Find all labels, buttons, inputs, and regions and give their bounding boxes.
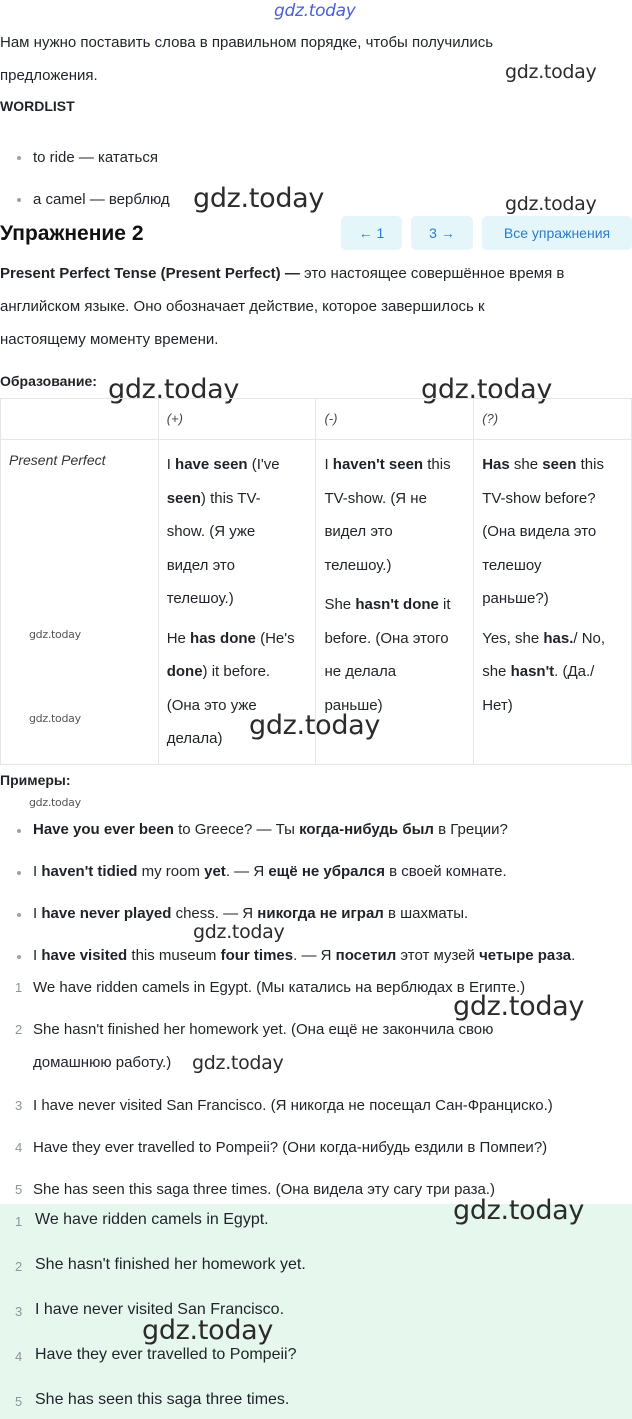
all-exercises-button[interactable]: Все упражнения bbox=[482, 216, 632, 250]
watermark: gdz.today bbox=[142, 1315, 274, 1346]
bullet bbox=[17, 156, 21, 160]
cell-text: done bbox=[166, 663, 203, 680]
cell-text: TV-show before? bbox=[482, 489, 596, 507]
answer-item: I have never visited San Francisco. bbox=[35, 1301, 285, 1318]
cell-text: видел это bbox=[324, 523, 393, 540]
cell-text: телешоу bbox=[482, 556, 542, 574]
watermark: gdz.today bbox=[193, 183, 325, 214]
cell-text: haven't seen bbox=[332, 456, 424, 473]
watermark: gdz.today bbox=[421, 374, 553, 405]
watermark: gdz.today bbox=[453, 991, 585, 1022]
example-item bbox=[33, 939, 575, 972]
prev-exercise-button[interactable]: ← 1 bbox=[341, 216, 402, 250]
cell-text: has. bbox=[543, 629, 574, 647]
examples-title: Примеры: bbox=[0, 772, 71, 788]
watermark-top: gdz.today bbox=[274, 1, 356, 21]
watermark: gdz.today bbox=[193, 921, 285, 943]
cell-text: it bbox=[438, 596, 451, 613]
cell-text: (Она видела это bbox=[482, 523, 597, 540]
table-header-cell: (-) bbox=[316, 399, 474, 440]
table-cell-question bbox=[474, 440, 632, 765]
cell-text: this bbox=[423, 456, 451, 473]
example-text: ещё не убрался bbox=[268, 863, 385, 880]
bullet bbox=[17, 913, 21, 917]
example-text: . — Я bbox=[225, 863, 269, 880]
theory-term: Present Perfect Tense (Present Perfect) — bbox=[0, 265, 300, 282]
answer-item: She has seen this saga three times. bbox=[35, 1391, 290, 1408]
cell-text: видел это bbox=[166, 556, 235, 574]
example-text: Have you ever been bbox=[33, 821, 174, 838]
wordlist-item: to ride — кататься bbox=[33, 149, 158, 166]
translation-item: She hasn't finished her homework yet. (Она ещё не закончила свою bbox=[33, 1021, 494, 1038]
translation-item: I have never visited San Francisco. (Я никогда не посещал Сан-Франциско.) bbox=[33, 1097, 553, 1114]
cell-text: (I've bbox=[247, 456, 280, 473]
cell-text: не делала bbox=[324, 663, 397, 680]
cell-text: делала) bbox=[166, 730, 223, 747]
cell-text: раньше) bbox=[324, 696, 383, 714]
example-text: четыре раза bbox=[479, 947, 572, 964]
formation-title: Образование: bbox=[0, 373, 97, 389]
cell-text: (Она это уже bbox=[166, 696, 257, 714]
cell-text: has done bbox=[190, 629, 256, 647]
cell-text: have seen bbox=[175, 456, 248, 473]
watermark: gdz.today bbox=[29, 628, 81, 641]
cell-text: I bbox=[324, 456, 333, 473]
list-number: 1 bbox=[15, 1214, 23, 1229]
intro-line-2: предложения. bbox=[0, 67, 98, 84]
cell-text: this bbox=[576, 456, 604, 473]
watermark: gdz.today bbox=[505, 61, 597, 83]
cell-text: hasn't bbox=[510, 663, 555, 680]
cell-text: show. (Я уже bbox=[166, 523, 256, 540]
bullet bbox=[17, 829, 21, 833]
cell-text: she bbox=[482, 663, 511, 680]
list-number: 5 bbox=[15, 1394, 23, 1409]
example-text: когда-нибудь был bbox=[299, 821, 434, 838]
example-text: chess. — Я bbox=[171, 905, 258, 922]
theory-line-3: настоящему моменту времени. bbox=[0, 331, 219, 348]
cell-text: Yes, she bbox=[482, 629, 544, 647]
watermark: gdz.today bbox=[29, 796, 81, 809]
cell-text: He bbox=[166, 629, 191, 647]
watermark: gdz.today bbox=[192, 1052, 284, 1074]
bullet bbox=[17, 198, 21, 202]
cell-text: телешоу.) bbox=[324, 556, 392, 574]
example-text: haven't tidied bbox=[41, 863, 138, 880]
watermark: gdz.today bbox=[108, 374, 240, 405]
list-number: 5 bbox=[15, 1182, 23, 1197]
cell-text: before. (Она этого bbox=[324, 629, 449, 647]
cell-text: / No, bbox=[573, 629, 606, 647]
list-number: 4 bbox=[15, 1140, 23, 1155]
cell-text: телешоу.) bbox=[166, 590, 234, 607]
example-text: никогда не играл bbox=[257, 905, 384, 922]
cell-text: ) it before. bbox=[202, 663, 271, 680]
list-number: 2 bbox=[15, 1022, 23, 1037]
watermark: gdz.today bbox=[29, 712, 81, 725]
theory-line-1 bbox=[0, 257, 564, 290]
tense-name: Present Perfect bbox=[9, 452, 106, 468]
cell-text: She bbox=[324, 596, 356, 613]
example-text: в Греции? bbox=[433, 821, 508, 838]
translation-item: We have ridden camels in Egypt. (Мы катались на верблюдах в Египте.) bbox=[33, 979, 526, 996]
example-text: посетил bbox=[335, 947, 397, 964]
example-text: have visited bbox=[41, 947, 128, 964]
example-text: I bbox=[33, 905, 42, 922]
cell-text: TV-show. (Я не bbox=[324, 489, 427, 507]
example-item bbox=[33, 855, 507, 888]
translation-item-cont: домашнюю работу.) bbox=[33, 1054, 172, 1071]
wordlist-title: WORDLIST bbox=[0, 98, 75, 114]
answer-item: We have ridden camels in Egypt. bbox=[35, 1211, 269, 1228]
example-text: this museum bbox=[127, 947, 221, 964]
theory-line-2: английском языке. Оно обозначает действие, которое завершилось к bbox=[0, 298, 485, 315]
cell-text: seen bbox=[542, 456, 577, 473]
example-text: I bbox=[33, 863, 42, 880]
bullet bbox=[17, 955, 21, 959]
wordlist-item: a camel — верблюд bbox=[33, 191, 170, 208]
cell-text: . (Да./ bbox=[554, 663, 595, 680]
example-text: этот музей bbox=[396, 947, 480, 964]
translation-item: She has seen this saga three times. (Она видела эту сагу три раза.) bbox=[33, 1181, 495, 1198]
list-number: 4 bbox=[15, 1349, 23, 1364]
theory-definition: это настоящее совершённое время в bbox=[299, 265, 565, 282]
table-header-row bbox=[1, 399, 632, 440]
example-text: . — Я bbox=[293, 947, 336, 964]
example-text: my room bbox=[137, 863, 205, 880]
exercise-title: Упражнение 2 bbox=[0, 222, 144, 245]
watermark: gdz.today bbox=[505, 193, 597, 215]
table-header-cell: (+) bbox=[158, 399, 316, 440]
cell-text: she bbox=[509, 456, 543, 473]
example-text: to Greece? — Ты bbox=[173, 821, 300, 838]
cell-text: hasn't done bbox=[355, 596, 439, 613]
bullet bbox=[17, 871, 21, 875]
list-number: 1 bbox=[15, 980, 23, 995]
next-exercise-button[interactable]: 3 → bbox=[411, 216, 473, 250]
example-text: в шахматы. bbox=[383, 905, 469, 922]
list-number: 3 bbox=[15, 1098, 23, 1113]
intro-line-1: Нам нужно поставить слова в правильном порядке, чтобы получились bbox=[0, 34, 494, 51]
translation-item: Have they ever travelled to Pompeii? (Они когда-нибудь ездили в Помпеи?) bbox=[33, 1139, 548, 1156]
example-text: have never played bbox=[41, 905, 172, 922]
cell-text: раньше?) bbox=[482, 590, 549, 607]
example-item bbox=[33, 813, 508, 846]
watermark: gdz.today bbox=[249, 710, 381, 741]
cell-text: Has bbox=[482, 456, 510, 473]
watermark: gdz.today bbox=[453, 1195, 585, 1226]
example-text: . bbox=[571, 947, 576, 964]
cell-text: Нет) bbox=[482, 696, 513, 714]
answer-item: Have they ever travelled to Pompeii? bbox=[35, 1346, 297, 1363]
cell-text: I bbox=[166, 456, 176, 473]
example-text: yet bbox=[204, 863, 226, 880]
table-header-cell: (?) bbox=[474, 399, 632, 440]
cell-text: ) this TV- bbox=[200, 489, 261, 507]
cell-text: (He's bbox=[255, 629, 295, 647]
example-text: I bbox=[33, 947, 42, 964]
cell-text: seen bbox=[166, 489, 201, 507]
table-header-cell bbox=[1, 399, 159, 440]
answer-item: She hasn't finished her homework yet. bbox=[35, 1256, 306, 1273]
example-text: в своей комнате. bbox=[384, 863, 507, 880]
example-text: four times bbox=[220, 947, 294, 964]
list-number: 3 bbox=[15, 1304, 23, 1319]
list-number: 2 bbox=[15, 1259, 23, 1274]
